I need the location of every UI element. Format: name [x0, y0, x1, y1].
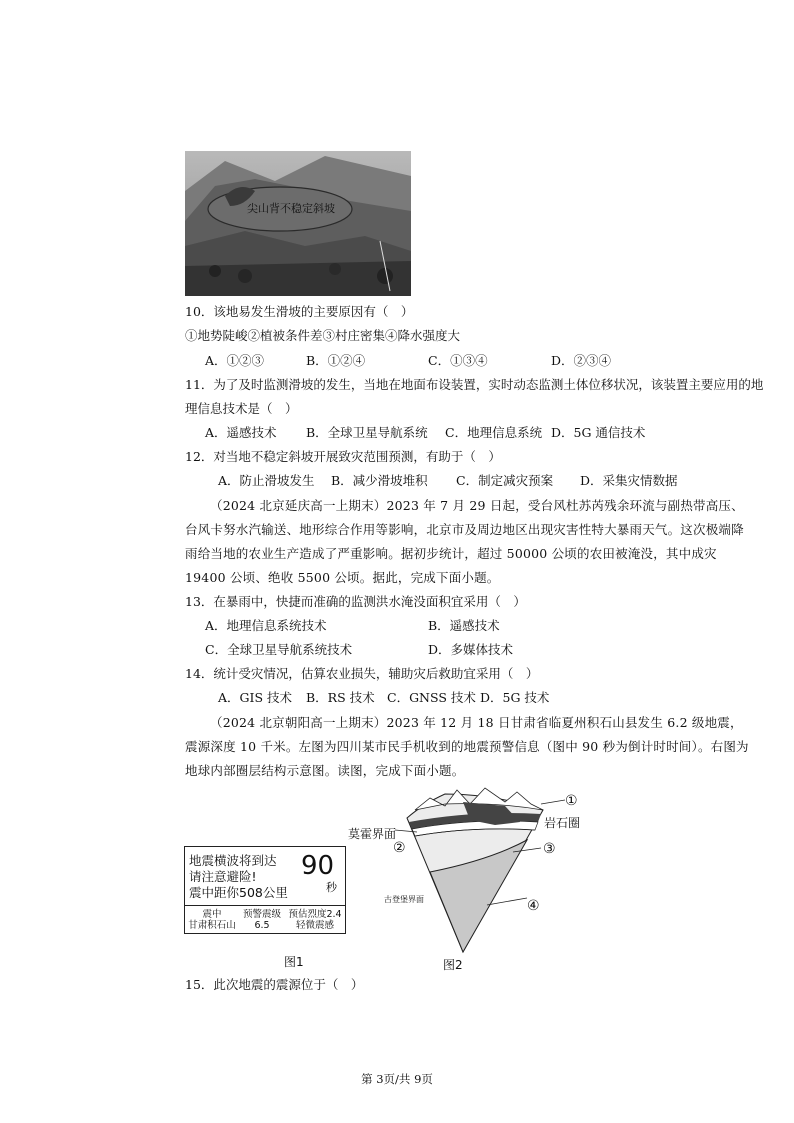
q11-option-d[interactable]: D．5G 通信技术	[551, 425, 646, 440]
q10-stem: 10．该地易发生滑坡的主要原因有（ ）	[185, 304, 414, 319]
fig2-marker-3: ③	[543, 841, 556, 857]
warning-divider	[185, 905, 345, 906]
q11-option-c[interactable]: C．地理信息系统	[445, 425, 543, 440]
warning-intensity-label: 预估烈度2.4	[288, 909, 342, 920]
fig2-marker-4: ④	[527, 898, 540, 914]
fig2-caption: 图2	[443, 958, 463, 972]
warning-epicenter-value: 甘肃积石山	[188, 920, 236, 931]
q13-option-b[interactable]: B．遥感技术	[428, 618, 500, 633]
warning-line1: 地震横波将到达	[189, 853, 277, 868]
earthquake-warning-box	[184, 846, 346, 934]
fig2-marker-1: ①	[565, 793, 578, 809]
q12-option-b[interactable]: B．减少滑坡堆积	[331, 473, 428, 488]
warning-line2: 请注意避险!	[189, 869, 257, 884]
q10-option-d[interactable]: D．②③④	[551, 353, 612, 368]
landslide-photo-image	[185, 151, 411, 296]
q14-option-a[interactable]: A．GIS 技术	[218, 690, 292, 705]
q12-option-d[interactable]: D．采集灾情数据	[580, 473, 678, 488]
earth-interior-svg	[345, 780, 595, 975]
q10-option-c[interactable]: C．①③④	[428, 353, 488, 368]
warning-line3: 震中距你508公里	[189, 885, 288, 900]
passage-earthquake: （2024 北京朝阳高一上期末）2023 年 12 月 18 日甘肃省临夏州积石山县发生 6.2 级地震，震源深度 10 千米。左图为四川某市民手机收到的地震预警信息（图中 90 秒为倒计时时间）。右图为地球内部圈层结构示意图。读图，完成下面小题。	[185, 715, 749, 778]
q13-option-d[interactable]: D．多媒体技术	[428, 642, 514, 657]
q13-option-c[interactable]: C．全球卫星导航系统技术	[205, 642, 353, 657]
q12-option-c[interactable]: C．制定减灾预案	[456, 473, 554, 488]
warning-countdown-unit: 秒	[326, 881, 337, 894]
warning-epicenter-label: 震中	[202, 909, 222, 920]
q12-stem: 12．对当地不稳定斜坡开展致灾范围预测，有助于（ ）	[185, 449, 501, 464]
fig2-moho-label: 莫霍界面	[348, 827, 397, 841]
q14-stem: 14．统计受灾情况，估算农业损失，辅助灾后救助宜采用（ ）	[185, 666, 539, 681]
q12-option-a[interactable]: A．防止滑坡发生	[218, 473, 315, 488]
fig2-gutenberg-label: 古登堡界面	[384, 895, 424, 904]
earth-interior-diagram	[345, 780, 595, 975]
photo-label: 尖山背不稳定斜坡	[247, 202, 335, 215]
landslide-photo	[185, 151, 411, 296]
q14-option-d[interactable]: D．5G 技术	[480, 690, 550, 705]
fig2-lithosphere-label: 岩石圈	[544, 816, 581, 830]
q10-option-a[interactable]: A．①②③	[205, 353, 265, 368]
warning-magnitude-value: 6.5	[254, 920, 270, 931]
q10-items: ①地势陡峻②植被条件差③村庄密集④降水强度大	[185, 328, 461, 343]
passage-beijing-rainstorm: （2024 北京延庆高一上期末）2023 年 7 月 29 日起，受台风杜苏芮残余环流与副热带高压、台风卡努水汽输送、地形综合作用等影响，北京市及周边地区出现灾害性特大暴雨天气。这次极端降雨给当地的农业生产造成了严重影响。据初步统计，超过 50000 公顷的农田被淹没，其中成灾 19400 公顷、绝收 5500 公顷。据此，完成下面小题。	[185, 498, 744, 585]
q11-stem-line1: 11．为了及时监测滑坡的发生，当地在地面布设装置，实时动态监测土体位移状况，该装置主要应用的地	[185, 377, 764, 392]
q13-option-a[interactable]: A．地理信息系统技术	[205, 618, 327, 633]
q13-stem: 13．在暴雨中，快捷而准确的监测洪水淹没面积宜采用（ ）	[185, 594, 526, 609]
q10-option-b[interactable]: B．①②④	[306, 353, 366, 368]
warning-intensity-desc: 轻微震感	[295, 920, 334, 931]
page-number: 第 3页/共 9页	[361, 1072, 433, 1086]
q15-stem: 15．此次地震的震源位于（ ）	[185, 977, 364, 992]
warning-magnitude-label: 预警震级	[242, 909, 281, 920]
q11-option-a[interactable]: A．遥感技术	[205, 425, 277, 440]
q14-option-b[interactable]: B．RS 技术	[306, 690, 375, 705]
fig1-caption: 图1	[284, 955, 304, 969]
q14-option-c[interactable]: C．GNSS 技术	[387, 690, 476, 705]
fig2-marker-2: ②	[393, 840, 406, 856]
warning-countdown: 90	[301, 851, 335, 881]
q11-stem-line2: 理信息技术是（ ）	[185, 401, 298, 416]
q11-option-b[interactable]: B．全球卫星导航系统	[306, 425, 428, 440]
